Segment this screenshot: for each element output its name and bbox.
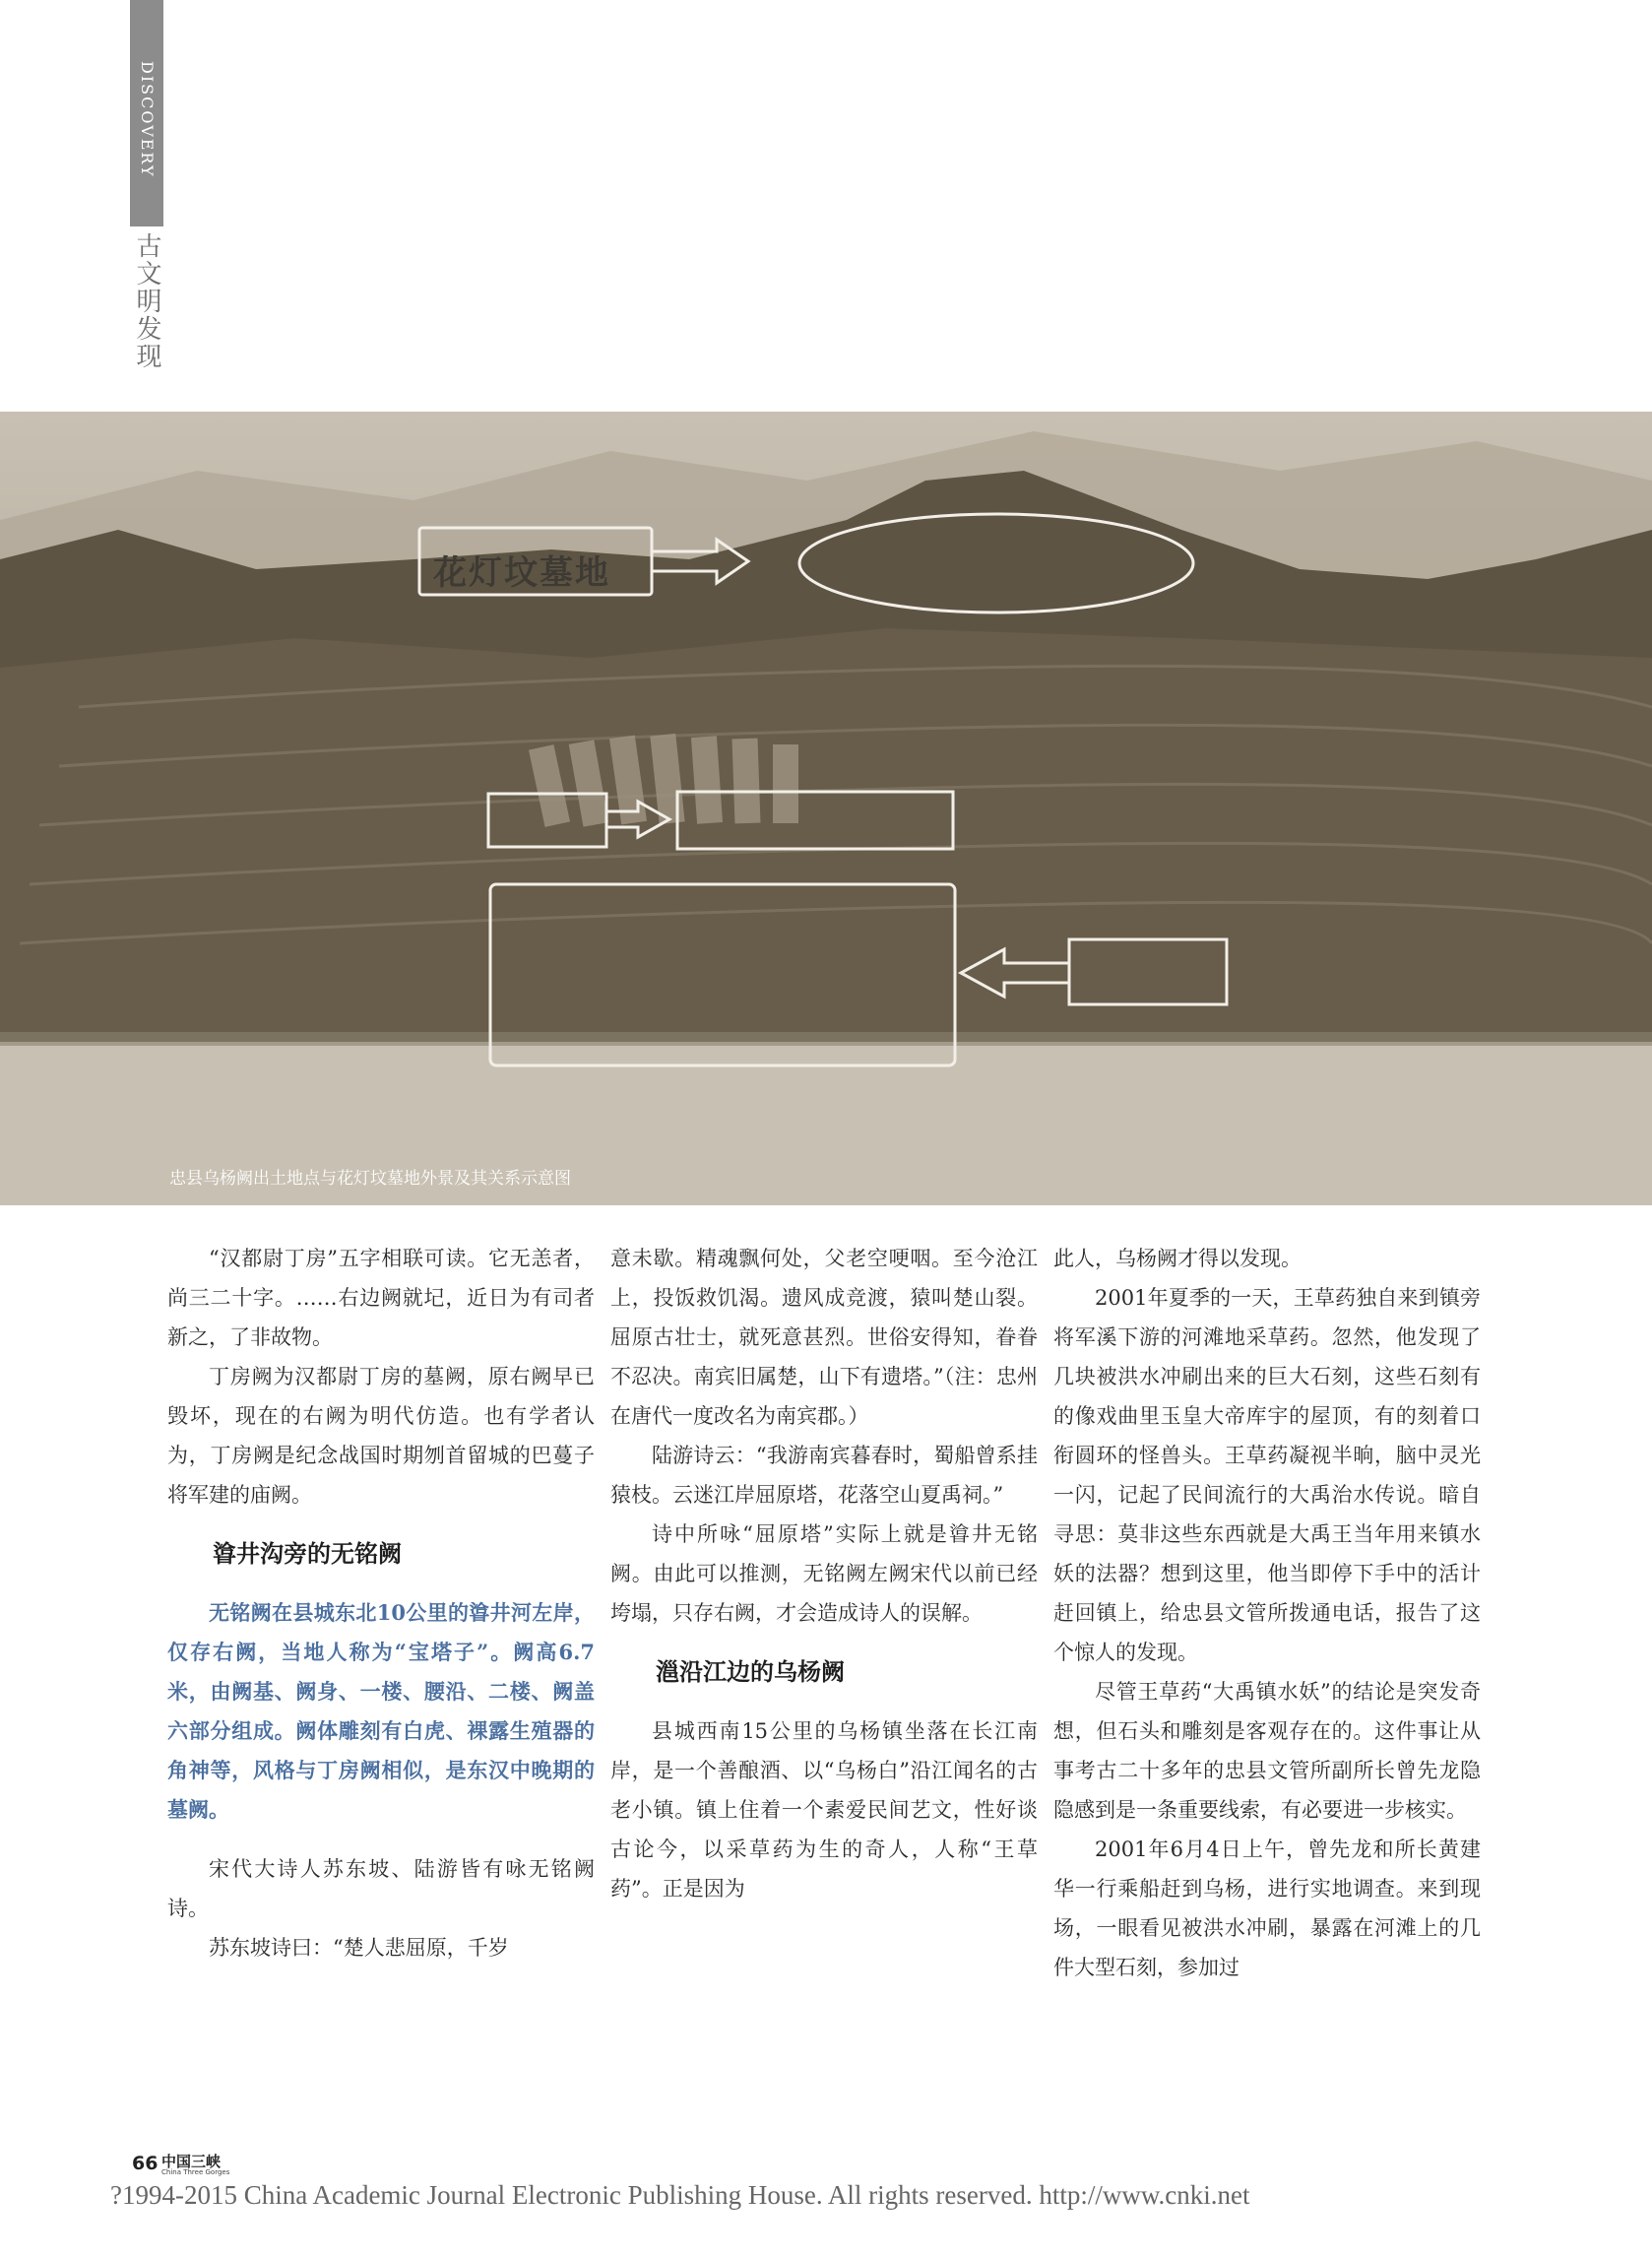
section-label-en: DISCOVERY [138,61,157,178]
magazine-name-en: China Three Gorges [161,2168,230,2176]
magazine-name: 中国三峡 [161,2153,222,2170]
section-label-cn: 古文明发现 [132,232,161,370]
section-tab [130,0,163,226]
copyright-notice: ?1994-2015 China Academic Journal Electronic Publishing House. All rights reserved. http://www.cnki.net [110,2180,1250,2210]
photo-caption: 忠县乌杨阙出土地点与花灯坟墓地外景及其关系示意图 [169,1169,571,1189]
text-column-2 [610,1239,1038,1908]
highlight-paragraph: 无铭阙在县城东北10公里的㽏井河左岸，仅存右阙，当地人称为“宝塔子”。阙高6.7米，由阙基、阙身、一楼、腰沿、二楼、阙盖六部分组成。阙体雕刻有白虎、裸露生殖器的角神等，风格与丁房阙相似，是东汉中晚期的墓阙。 [167,1600,595,1822]
paragraph: 尽管王草药“大禹镇水妖”的结论是突发奇想，但石头和雕刻是客观存在的。这件事让从事考古二十多年的忠县文管所副所长曾先龙隐隐感到是一条重要线索，有必要进一步核实。 [1053,1680,1481,1822]
paragraph: 苏东坡诗曰：“楚人悲屈原，千岁 [209,1936,509,1960]
paragraph: 宋代大诗人苏东坡、陆游皆有咏无铭阙诗。 [167,1857,595,1920]
paragraph: 陆游诗云：“我游南宾暮春时，蜀船曾系挂猿枝。云迷江岸屈原塔，花落空山夏禹祠。” [610,1444,1038,1507]
text-column-3 [1053,1239,1481,1987]
photo-illustration [0,412,1652,1205]
paragraph: 丁房阙为汉都尉丁房的墓阙，原右阙早已毁坏，现在的右阙为明代仿造。也有学者认为，丁房阙是纪念战国时期刎首留城的巴蔓子将军建的庙阙。 [167,1365,595,1507]
cemetery-label: 花灯坟墓地 [433,553,610,593]
paragraph: “汉都尉丁房”五字相联可读。它无恙者，尚三二十字。……右边阙就圮，近日为有司者新之，了非故物。 [167,1247,595,1349]
paragraph: 诗中所咏“屈原塔”实际上就是㽏井无铭阙。由此可以推测，无铭阙左阙宋代以前已经垮塌，只存右阙，才会造成诗人的误解。 [610,1522,1038,1625]
text-column-1 [167,1239,595,1967]
section-heading: 㴩沿江边的乌杨阙 [656,1658,845,1686]
section-heading: 㽏井沟旁的无铭阙 [213,1540,402,1568]
paragraph: 意未歇。精魂飘何处，父老空哽咽。至今沧江上，投饭救饥渴。遗风成竞渡，猿叫楚山裂。屈原古壮士，就死意甚烈。世俗安得知，眷眷不忍决。南宾旧属楚，山下有遗塔。”（注：忠州在唐代一度改名为南宾郡。） [610,1247,1038,1428]
paragraph: 2001年6月4日上午，曾先龙和所长黄建华一行乘船赶到乌杨，进行实地调查。来到现场，一眼看见被洪水冲刷，暴露在河滩上的几件大型石刻，参加过 [1053,1838,1481,1979]
page-number: 66 [132,2153,159,2174]
paragraph: 2001年夏季的一天，王草药独自来到镇旁将军溪下游的河滩地采草药。忽然，他发现了几块被洪水冲刷出来的巨大石刻，这些石刻有的像戏曲里玉皇大帝库宇的屋顶，有的刻着口衔圆环的怪兽头。王草药凝视半晌，脑中灵光一闪，记起了民间流行的大禹治水传说。暗自寻思：莫非这些东西就是大禹王当年用来镇水妖的法器？想到这里，他当即停下手中的活计赶回镇上，给忠县文管所拨通电话，报告了这个惊人的发现。 [1053,1286,1481,1664]
paragraph: 县城西南15公里的乌杨镇坐落在长江南岸，是一个善酿酒、以“乌杨白”沿江闻名的古老小镇。镇上住着一个素爱民间艺文，性好谈古论今，以采草药为生的奇人，人称“王草药”。正是因为 [610,1719,1038,1901]
paragraph: 此人，乌杨阙才得以发现。 [1053,1247,1302,1270]
landscape-photo [0,412,1652,1205]
